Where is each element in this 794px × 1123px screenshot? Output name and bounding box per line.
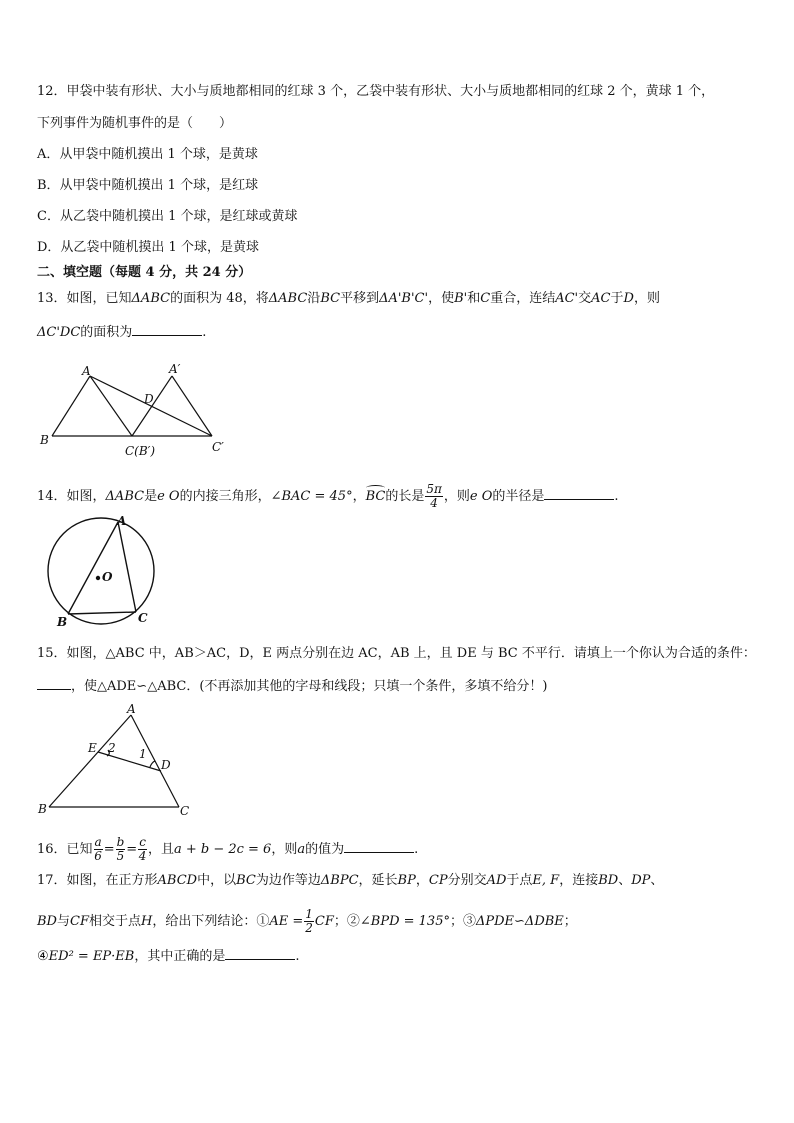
q14-text: 是	[144, 489, 158, 504]
fraction-denominator: 4	[138, 849, 147, 863]
equals-sign: =	[126, 842, 138, 857]
q17-line3	[37, 946, 300, 966]
q16-math: a	[297, 842, 306, 857]
q12-stem-line2: 下列事件为随机事件的是（ ）	[37, 116, 233, 131]
q14-text: ，	[352, 489, 366, 504]
answer-blank[interactable]	[37, 676, 71, 690]
label-a-prime: A′	[169, 362, 181, 376]
q17-text: 于点	[506, 873, 533, 888]
q14-text: 的内接三角形，	[179, 489, 271, 504]
label-a: A	[117, 514, 127, 528]
q13-text: ，使	[428, 291, 455, 306]
q13-text: 13．如图，已知	[37, 291, 132, 306]
q17-math: BC	[236, 873, 256, 888]
q17-text: 为边作等边	[255, 873, 321, 888]
q16-text: .	[414, 842, 419, 857]
q17-math: AE =	[269, 914, 304, 929]
q13-text: 于	[610, 291, 624, 306]
fraction-numerator: b	[116, 835, 125, 849]
q13-text: 重合，连结	[490, 291, 556, 306]
label-angle-2: 2	[108, 741, 116, 755]
equals-sign: =	[103, 842, 115, 857]
center-point	[96, 576, 100, 580]
q17-text: ，其中正确的是	[134, 949, 226, 964]
q17-math: DP	[631, 873, 651, 888]
segment-a2c2	[172, 376, 212, 436]
q13-math: D	[623, 291, 634, 306]
answer-blank[interactable]	[544, 486, 614, 500]
q17-math: ∠BPD = 135°	[359, 914, 450, 929]
label-e: E	[88, 741, 97, 755]
q17-text: 分别交	[447, 873, 487, 888]
q17-text: .	[295, 949, 300, 964]
q17-math: ΔBPC	[320, 873, 359, 888]
q17-text: 与	[56, 914, 70, 929]
q17-text: ，延长	[358, 873, 398, 888]
section-header: 二、填空题（每题 4 分，共 24 分）	[37, 265, 252, 280]
q13-math: AC'	[555, 291, 579, 306]
q13-math: B'	[454, 291, 468, 306]
fraction-a-over-6	[94, 836, 103, 863]
q17-text: 相交于点	[88, 914, 141, 929]
q14-line	[37, 483, 619, 510]
q12-option-c: C．从乙袋中随机摸出 1 个球，是红球或黄球	[37, 209, 298, 224]
fraction-1-over-2	[304, 908, 314, 935]
fraction-numerator: 5π	[426, 482, 442, 496]
q17-text: ，连接	[559, 873, 599, 888]
q17-math: H	[140, 914, 153, 929]
q12-option-b: B．从甲袋中随机摸出 1 个球，是红球	[37, 178, 259, 193]
q17-text: 、	[618, 873, 632, 888]
segment-ba	[52, 376, 90, 436]
answer-blank[interactable]	[344, 839, 414, 853]
q13-line2	[37, 322, 206, 342]
q14-math: ΔABC	[105, 489, 145, 504]
q17-math: CP	[428, 873, 448, 888]
q17-math: BP	[397, 873, 416, 888]
q14-text: .	[614, 489, 619, 504]
q13-math: AC	[591, 291, 611, 306]
label-b: B	[38, 802, 47, 816]
q16-math: a + b − 2c = 6	[173, 842, 272, 857]
label-c: C	[180, 804, 190, 818]
q15-line1: 15．如图，△ABC 中，AB＞AC，D，E 两点分别在边 AC，AB 上，且 DE 与 BC 不平行．请填上一个你认为合适的条件：	[37, 646, 756, 661]
q17-math: BD	[598, 873, 619, 888]
q12-option-d: D．从乙袋中随机摸出 1 个球，是黄球	[37, 240, 259, 255]
segment-ac2	[90, 376, 212, 436]
q13-math: ΔABC	[131, 291, 171, 306]
q12-stem-line1: 12．甲袋中装有形状、大小与质地都相同的红球 3 个，乙袋中装有形状、大小与质地都相同的红球 2 个，黄球 1 个，	[37, 84, 715, 99]
q13-text: 的面积为 48，将	[170, 291, 269, 306]
q17-math: BD	[37, 914, 57, 929]
q17-math: AD	[486, 873, 507, 888]
q17-math: ABCD	[157, 873, 198, 888]
q13-math: BC	[320, 291, 341, 306]
q17-math: CF	[314, 914, 334, 929]
q17-math: ED² = EP·EB	[48, 949, 135, 964]
label-d: D	[161, 758, 171, 772]
q14-text: 的半径是	[492, 489, 545, 504]
q13-text: 的面积为	[80, 325, 133, 340]
segment-ab	[68, 522, 118, 614]
q17-text: ；②	[333, 914, 360, 929]
fraction-denominator: 6	[94, 849, 102, 863]
fraction-denominator: 2	[305, 921, 313, 935]
q14-text: 14．如图，	[37, 489, 106, 504]
label-b: B	[40, 433, 49, 447]
q15-line2	[37, 676, 547, 696]
q17-text: ，	[415, 873, 429, 888]
q13-figure	[30, 358, 240, 460]
label-c-prime: C′	[212, 440, 224, 454]
fraction-numerator: a	[94, 835, 102, 849]
fraction-b-over-5	[116, 836, 126, 863]
circle-o	[48, 518, 154, 624]
q17-text: ④	[37, 949, 49, 964]
label-angle-1: 1	[139, 747, 147, 761]
q14-text: 的长是	[385, 489, 425, 504]
q14-figure	[40, 512, 165, 630]
q15-figure	[34, 700, 204, 818]
q17-line1	[37, 872, 663, 890]
q13-text: .	[202, 325, 207, 340]
fraction-5pi-over-4	[425, 483, 443, 510]
label-b: B	[57, 615, 68, 629]
q13-math: ΔC'DC	[37, 325, 81, 340]
q15-text: ，使△ADE∽△ABC．(不再添加其他的字母和线段；只填一个条件，多填不给分！)	[71, 679, 548, 694]
label-c-b-prime: C(B′)	[125, 444, 156, 458]
q17-text: ，给出下列结论：①	[152, 914, 270, 929]
q14-math: e O	[469, 489, 493, 504]
label-a: A	[82, 364, 91, 378]
label-a: A	[127, 702, 136, 716]
q13-math: ΔA'B'C'	[379, 291, 429, 306]
q17-text: 、	[650, 873, 664, 888]
q13-text: 平移到	[340, 291, 380, 306]
q17-text: ；③	[449, 914, 476, 929]
q17-text: 中，以	[197, 873, 237, 888]
segment-ac	[90, 376, 132, 436]
q16-text: 16．已知	[37, 842, 93, 857]
fraction-denominator: 4	[430, 496, 438, 510]
q17-math: E, F	[532, 873, 560, 888]
fraction-c-over-4	[138, 836, 147, 863]
arc-bc: BC	[365, 489, 386, 504]
q13-text: 和	[467, 291, 481, 306]
q17-math: ΔPDE∽ΔDBE	[475, 914, 564, 929]
q16-text: ，则	[271, 842, 298, 857]
q16-text: 的值为	[305, 842, 345, 857]
fraction-numerator: 1	[305, 907, 313, 921]
q17-math: CF	[70, 914, 89, 929]
q13-line1	[37, 290, 660, 308]
answer-blank[interactable]	[132, 322, 202, 336]
q13-text: 沿	[307, 291, 321, 306]
q17-text: 17．如图，在正方形	[37, 873, 158, 888]
q16-line	[37, 836, 418, 863]
fraction-numerator: c	[139, 835, 146, 849]
q13-text: 交	[578, 291, 592, 306]
q13-math: ΔABC	[268, 291, 308, 306]
q14-math: ∠BAC = 45°	[270, 489, 353, 504]
q13-text: ，则	[633, 291, 660, 306]
q17-text: ；	[563, 914, 577, 929]
label-o: O	[102, 570, 113, 584]
angle-1-arc	[150, 761, 155, 767]
segment-ac	[118, 522, 136, 612]
q13-math: C	[480, 291, 491, 306]
label-d: D	[144, 392, 154, 406]
q14-math: e O	[157, 489, 180, 504]
q17-line2	[37, 908, 577, 935]
q12-option-a: A．从甲袋中随机摸出 1 个球，是黄球	[37, 147, 258, 162]
q16-text: ，且	[147, 842, 174, 857]
q14-text: ，则	[443, 489, 470, 504]
fraction-denominator: 5	[116, 849, 125, 863]
label-c: C	[138, 611, 148, 625]
answer-blank[interactable]	[225, 946, 295, 960]
segment-bc	[68, 612, 136, 614]
segment-ab	[49, 715, 131, 807]
